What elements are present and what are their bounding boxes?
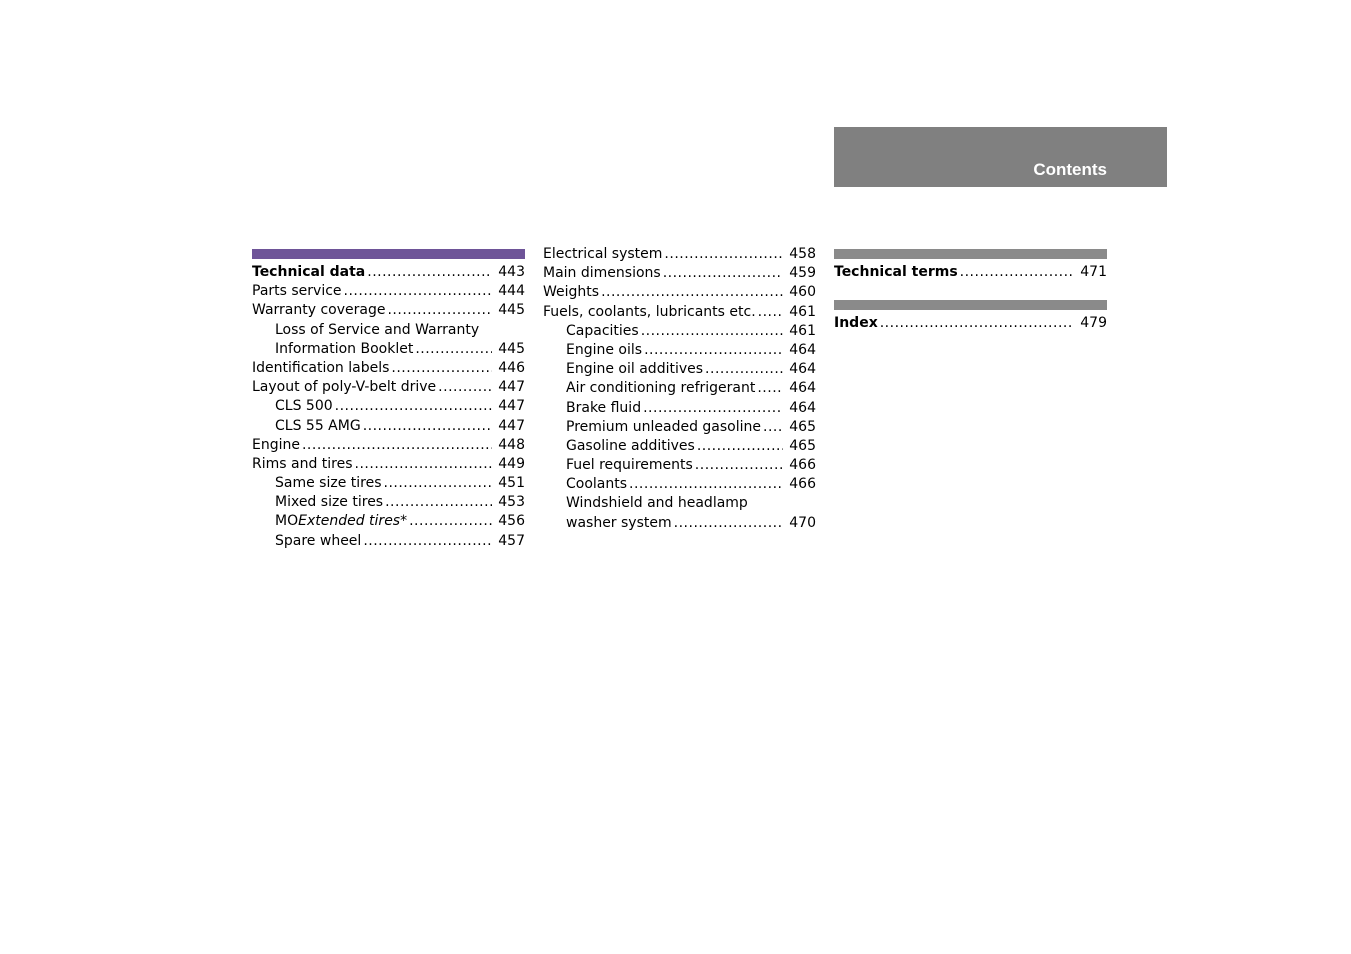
toc-entry-cls-55-amg[interactable]: CLS 55 AMG ..... 447 (252, 417, 525, 436)
toc-entry-same-size-tires[interactable]: Same size tires ..... 451 (252, 474, 525, 493)
section-bar (834, 300, 1107, 310)
section-bar (834, 249, 1107, 259)
toc-entry-capacities[interactable]: Capacities ..... 461 (543, 322, 816, 341)
toc-entry-rims-and-tires[interactable]: Rims and tires ..... 449 (252, 455, 525, 474)
toc-entry-engine[interactable]: Engine ..... 448 (252, 436, 525, 455)
section-spacer (834, 282, 1107, 300)
toc-column-appendix (834, 249, 1107, 333)
toc-entry-loss-of-service-line1[interactable]: Loss of Service and Warranty (275, 321, 480, 338)
toc-entry-engine-oils[interactable]: Engine oils ..... 464 (543, 341, 816, 360)
toc-entry-main-dimensions[interactable]: Main dimensions ..... 459 (543, 264, 816, 283)
toc-entry-technical-terms[interactable]: Technical terms ..... 471 (834, 263, 1107, 282)
section-bar (252, 249, 525, 259)
toc-entry-cls-500[interactable]: CLS 500 ..... 447 (252, 397, 525, 416)
toc-entry-moextended-tires[interactable]: MOExtended tires* ..... 456 (252, 512, 525, 531)
toc-entry-loss-of-service-line2[interactable]: Information Booklet ..... 445 (252, 340, 525, 359)
toc-entry-weights[interactable]: Weights ..... 460 (543, 283, 816, 302)
toc-entry-windshield-line1[interactable]: Windshield and headlamp (566, 495, 748, 512)
toc-entry-brake-fluid[interactable]: Brake fluid ..... 464 (543, 399, 816, 418)
contents-header-box (834, 127, 1167, 187)
toc-entry-ac-refrigerant[interactable]: Air conditioning refrigerant ..... 464 (543, 379, 816, 398)
toc-entry-spare-wheel[interactable]: Spare wheel ..... 457 (252, 532, 525, 551)
toc-entry-technical-data[interactable]: Technical data ..... 443 (252, 263, 525, 282)
toc-column-technical-data (252, 249, 525, 551)
toc-entry-gasoline-additives[interactable]: Gasoline additives ..... 465 (543, 437, 816, 456)
toc-entry-fuels-coolants[interactable]: Fuels, coolants, lubricants etc. ..... 461 (543, 303, 816, 322)
toc-entry-poly-v-belt[interactable]: Layout of poly-V-belt drive ..... 447 (252, 378, 525, 397)
toc-entry-engine-oil-additives[interactable]: Engine oil additives ..... 464 (543, 360, 816, 379)
toc-entry-mixed-size-tires[interactable]: Mixed size tires ..... 453 (252, 493, 525, 512)
toc-column-systems (543, 245, 816, 533)
toc-entry-premium-gasoline[interactable]: Premium unleaded gasoline ..... 465 (543, 418, 816, 437)
toc-entry-electrical-system[interactable]: Electrical system ..... 458 (543, 245, 816, 264)
toc-entry-warranty-coverage[interactable]: Warranty coverage ..... 445 (252, 301, 525, 320)
toc-entry-fuel-requirements[interactable]: Fuel requirements ..... 466 (543, 456, 816, 475)
toc-entry-identification-labels[interactable]: Identification labels ..... 446 (252, 359, 525, 378)
contents-title: Contents (1033, 160, 1107, 179)
toc-entry-parts-service[interactable]: Parts service ..... 444 (252, 282, 525, 301)
toc-entry-index[interactable]: Index ..... 479 (834, 314, 1107, 333)
toc-entry-coolants[interactable]: Coolants ..... 466 (543, 475, 816, 494)
toc-entry-windshield-line2[interactable]: washer system ..... 470 (543, 514, 816, 533)
